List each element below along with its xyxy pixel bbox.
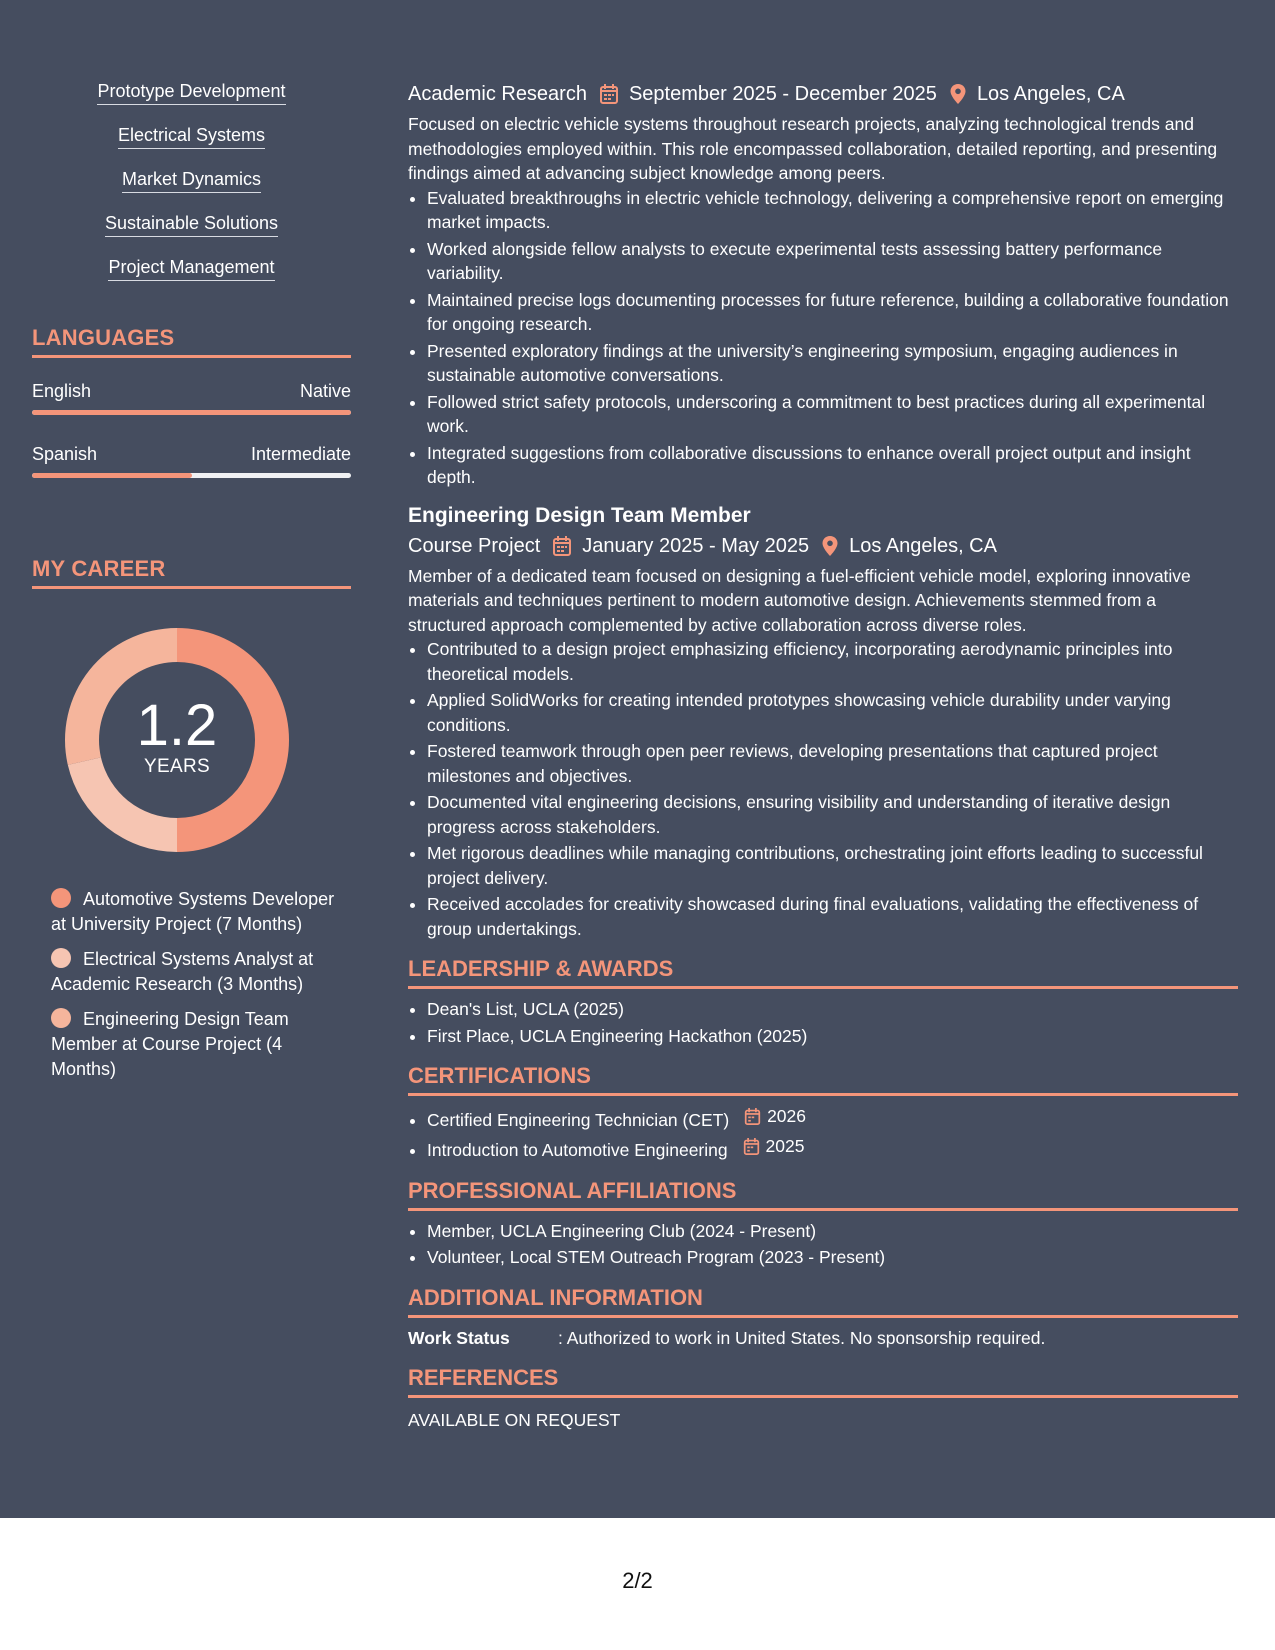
language-level: Intermediate <box>250 444 351 464</box>
language-row <box>32 380 351 402</box>
career-total <box>64 627 290 853</box>
career-item <box>51 887 351 937</box>
skill-market-dynamics[interactable]: Market Dynamics <box>122 168 261 193</box>
language-proficiency-fill <box>32 473 192 478</box>
map-pin-icon <box>821 535 839 557</box>
career-item <box>51 947 351 997</box>
references-text: AVAILABLE ON REQUEST <box>408 1409 621 1430</box>
experience-summary: Focused on electric vehicle systems throughout research projects, analyzing technological trends and methodologies employed within. This role encompassed collaboration, detailed reporting, and presenting findings aimed at advancing subject knowledge among peers. <box>408 114 1218 183</box>
leadership-item: • First Place, UCLA Engineering Hackathon (2025) <box>427 1024 1238 1049</box>
certification-date <box>744 1104 806 1129</box>
work-status-row <box>408 1326 1238 1350</box>
career-list <box>32 887 351 1082</box>
career-legend-dot <box>51 1008 71 1028</box>
certification-item <box>427 1104 1238 1132</box>
experience-bullets <box>408 637 1238 941</box>
leadership-heading: LEADERSHIP & AWARDS <box>408 955 1238 989</box>
career-legend-dot <box>51 888 71 908</box>
experience-bullet: • Applied SolidWorks for creating intended prototypes showcasing vehicle durability under varying conditions. <box>427 688 1238 737</box>
language-name: Spanish <box>32 444 98 464</box>
skill-item <box>32 80 351 105</box>
certification-item <box>427 1134 1238 1162</box>
experience-bullet: • Presented exploratory findings at the university’s engineering symposium, engaging audiences in sustainable automotive conversations. <box>427 339 1238 388</box>
leadership-list <box>408 997 1238 1048</box>
certifications-list <box>408 1104 1238 1163</box>
language-level: Native <box>299 381 351 401</box>
language-proficiency-fill <box>32 410 351 415</box>
skill-item <box>32 124 351 149</box>
experience-bullet: • Evaluated breakthroughs in electric vehicle technology, delivering a comprehensive report on emerging market impacts. <box>427 186 1238 235</box>
skills-list <box>32 80 351 281</box>
career-legend-dot <box>51 948 71 968</box>
calendar-icon <box>599 83 619 105</box>
language-proficiency-bar <box>32 410 351 415</box>
language-proficiency-bar <box>32 473 351 478</box>
experience-bullet: • Followed strict safety protocols, underscoring a commitment to best practices during all experimental work. <box>427 390 1238 439</box>
experience-summary: Member of a dedicated team focused on designing a fuel-efficient vehicle model, exploring innovative materials and techniques pertinent to modern automotive design. Achievements stemmed from a structured approach complemented by active collaboration across diverse roles. <box>408 565 1191 635</box>
page-number: 2/2 <box>622 1568 653 1593</box>
affiliations-list <box>408 1219 1238 1270</box>
skill-prototype-development[interactable]: Prototype Development <box>97 80 285 105</box>
language-name: English <box>32 381 92 401</box>
calendar-icon <box>552 535 572 557</box>
experience-bullet: • Integrated suggestions from collaborative discussions to enhance overall project output and insight depth. <box>427 441 1238 490</box>
certifications-heading: CERTIFICATIONS <box>408 1062 1238 1096</box>
calendar-icon <box>744 1107 761 1126</box>
certification-year: 2025 <box>765 1136 805 1157</box>
experience-bullet: • Fostered teamwork through open peer reviews, developing presentations that captured project milestones and objectives. <box>427 739 1238 788</box>
experience-location: Los Angeles, CA <box>849 534 997 557</box>
certification-name: Introduction to Automotive Engineering <box>427 1140 728 1160</box>
main-content <box>408 80 1238 1432</box>
skill-electrical-systems[interactable]: Electrical Systems <box>118 124 265 149</box>
experience-meta <box>408 532 1238 560</box>
experience-location: Los Angeles, CA <box>976 83 1125 105</box>
experience-meta <box>408 80 1238 108</box>
career-heading: MY CAREER <box>32 556 351 589</box>
certification-year: 2026 <box>767 1106 806 1126</box>
language-row <box>32 443 351 465</box>
affiliations-heading: PROFESSIONAL AFFILIATIONS <box>408 1177 1238 1211</box>
skill-item <box>32 212 351 237</box>
experience-bullet: • Contributed to a design project emphasizing efficiency, incorporating aerodynamic principles into theoretical models. <box>427 637 1238 686</box>
career-donut-chart <box>64 627 290 853</box>
map-pin-icon <box>949 83 967 105</box>
experience-title: Engineering Design Team Member <box>408 503 751 527</box>
career-total-unit: YEARS <box>144 756 210 777</box>
references-heading: REFERENCES <box>408 1364 1238 1398</box>
career-item-text: Automotive Systems Developer at University Project (7 Months) <box>51 889 335 934</box>
skill-item <box>32 256 351 281</box>
work-status-label: Work Status <box>408 1327 510 1348</box>
experience-org: Course Project <box>408 534 541 557</box>
experience-org: Academic Research <box>408 83 587 105</box>
sidebar <box>32 80 351 1092</box>
skill-sustainable-solutions[interactable]: Sustainable Solutions <box>105 212 278 237</box>
certification-date <box>743 1134 805 1159</box>
leadership-item: • Dean's List, UCLA (2025) <box>427 997 1238 1022</box>
additional-info-heading: ADDITIONAL INFORMATION <box>408 1284 1238 1318</box>
certification-name: Certified Engineering Technician (CET) <box>427 1109 730 1130</box>
experience-entry <box>408 80 1238 490</box>
skill-item <box>32 168 351 193</box>
experience-dates: January 2025 - May 2025 <box>582 534 810 557</box>
languages-heading: LANGUAGES <box>32 325 351 358</box>
career-total-value: 1.2 <box>136 693 218 758</box>
experience-bullet: • Maintained precise logs documenting processes for future reference, building a collaborative foundation for ongoing research. <box>427 288 1238 337</box>
language-english <box>32 380 351 415</box>
career-item <box>51 1007 351 1082</box>
work-status-value: : Authorized to work in United States. No sponsorship required. <box>558 1327 1046 1348</box>
affiliation-item: • Member, UCLA Engineering Club (2024 - Present) <box>427 1219 1238 1244</box>
experience-dates: September 2025 - December 2025 <box>628 83 937 105</box>
experience-bullets <box>408 186 1238 490</box>
experience-bullet: • Documented vital engineering decisions, ensuring visibility and understanding of iterative design progress across stakeholders. <box>427 790 1238 839</box>
experience-bullet: • Met rigorous deadlines while managing contributions, orchestrating joint efforts leading to successful project delivery. <box>427 841 1238 890</box>
experience-bullet: • Received accolades for creativity showcased during final evaluations, validating the effectiveness of group undertakings. <box>427 892 1238 941</box>
experience-entry <box>408 502 1238 942</box>
experience-bullet: • Worked alongside fellow analysts to execute experimental tests assessing battery performance variability. <box>427 237 1238 286</box>
career-item-text: Electrical Systems Analyst at Academic Research (3 Months) <box>51 949 314 994</box>
career-item-text: Engineering Design Team Member at Course Project (4 Months) <box>51 1009 289 1079</box>
language-spanish <box>32 443 351 478</box>
skill-project-management[interactable]: Project Management <box>108 256 274 281</box>
calendar-icon <box>743 1137 760 1156</box>
affiliation-item: • Volunteer, Local STEM Outreach Program (2023 - Present) <box>427 1245 1238 1270</box>
